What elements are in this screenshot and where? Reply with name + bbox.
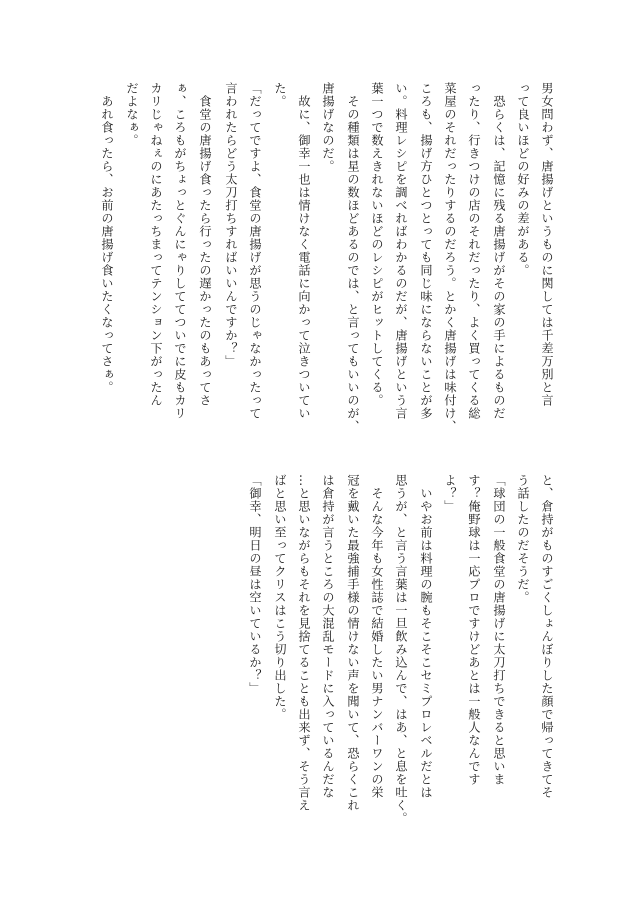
text-column: 恐らくは、記憶に残る唐揚げがその家の手によるものだ	[492, 82, 506, 420]
text-column: す？俺野球は一応プロですけどあとは一般人なんです	[467, 474, 481, 786]
text-column: と、倉持がものすごくしょんぼりした顔で帰ってきてそ	[540, 474, 554, 799]
text-column: って良いほどの好みの差がある。	[516, 82, 530, 277]
text-column: は倉持が言うところの大混乱モードに入っているんだな	[321, 474, 335, 799]
text-column: い。料理レシピを調べればわかるのだが、唐揚げという言	[394, 82, 408, 420]
text-column: …と思いながらもそれを見捨てることも出来ず、そう言え	[297, 474, 311, 812]
text-column: 「球団の一般食堂の唐揚げに太刀打ちできると思いま	[492, 474, 506, 786]
text-column: ったり、行きつけの店のそれだったり、よく買ってくる総	[467, 82, 481, 420]
text-column: 男女問わず、唐揚げというものに関しては千差万別と言	[540, 82, 554, 407]
text-column: 「だってですよ、食堂の唐揚げが思うのじゃなかったって	[248, 82, 262, 420]
text-column: 言われたらどう太刀打ちすればいいんですか？」	[224, 82, 238, 368]
text-column: いやお前は料理の腕もそこそこセミプロレベルだとは	[419, 474, 433, 799]
text-column: よ？」	[443, 474, 457, 513]
text-column: 故に、御幸一也は情けなく電話に向かって泣きついてい	[297, 82, 311, 420]
text-column: 唐揚げなのだ。	[321, 82, 335, 173]
text-column: だよなぁ。	[125, 82, 139, 147]
text-column: 「御幸、明日の昼は空いているか？」	[248, 474, 262, 695]
text-column: 葉一つで数えきれないほどのレシピがヒットしてくる。	[370, 82, 384, 407]
text-column: 菜屋のそれだったりするのだろう。とかく唐揚げは味付け、	[443, 82, 457, 433]
text-column: 思うが、と言う言葉は一旦飲み込んで、はあ、と息を吐く。	[394, 474, 408, 825]
text-column: その種類は星の数ほどあるのでは、と言ってもいいのが、	[346, 82, 360, 433]
text-column: あれ食ったら、お前の唐揚げ食いたくなってさぁ。	[100, 82, 114, 394]
text-column: う話したのだそうだ。	[516, 474, 530, 604]
text-column: そんな今年も女性誌で結婚したい男ナンバーワンの栄	[370, 474, 384, 799]
text-column: 食堂の唐揚げ食ったら行ったの遅かったのもあってさ	[198, 82, 212, 407]
text-column: ぁ、ころもがちょっとぐんにゃりしててついでに皮もカリ	[173, 82, 187, 420]
text-column: ころも、揚げ方ひとつとっても同じ味にならないことが多	[419, 82, 433, 420]
text-column: ばと思い至ってクリスはこう切り出した。	[273, 474, 287, 721]
text-column: カリじゃねぇのにあたっちまってテンション下がったん	[149, 82, 163, 407]
text-column: 冠を戴いた最強捕手様の情けない声を聞いて、恐らくこれ	[346, 474, 360, 812]
text-column: た。	[273, 82, 287, 108]
